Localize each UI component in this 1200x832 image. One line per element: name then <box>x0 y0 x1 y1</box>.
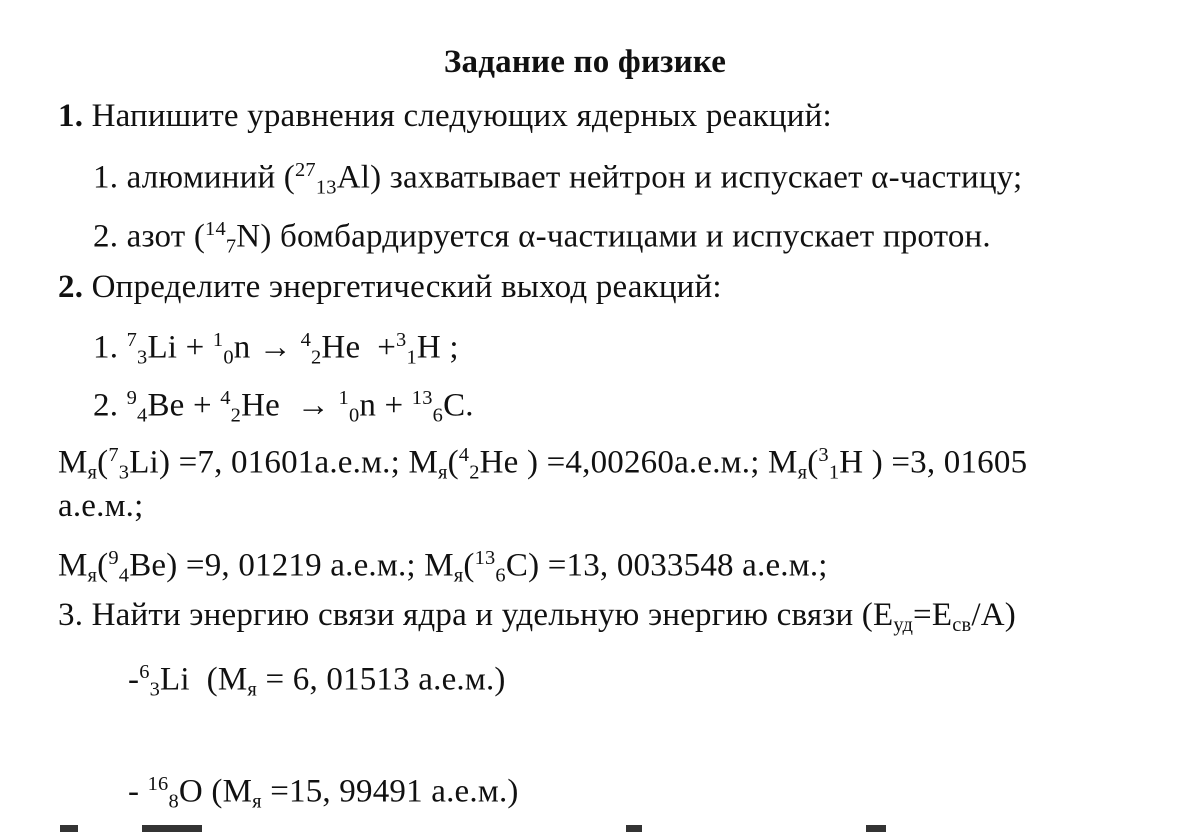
task-1-item-2: 2. азот ($^{14}$7N) бомбардируется α-частицами и испускает протон. <box>93 209 991 266</box>
arrow-icon: → <box>258 329 293 366</box>
nuclide: $^{27}$13Al <box>295 159 371 199</box>
nuclide: $^7$3Li <box>126 329 178 369</box>
nuclide: $^6$3Li <box>139 661 190 701</box>
task-1-heading <box>58 96 832 136</box>
nuclide: $^1$0n <box>212 329 251 369</box>
nuclide: $^9$4Be <box>126 387 185 427</box>
arrow-icon: → <box>296 387 331 424</box>
reaction-2: 2. $^9$4Be + $^4$2He → $^1$0n + $^{13}$6C. <box>93 378 474 435</box>
task-2-heading <box>58 267 722 307</box>
task-1-item-1: 1. алюминий ($^{27}$13Al) захватывает нейтрон и испускает α-частицу; <box>93 150 1022 207</box>
task-1-number: 1. <box>58 98 84 134</box>
nuclide: $^4$2He <box>220 387 280 427</box>
nuclide: $^{16}$8O <box>147 773 203 813</box>
task-3-item-2: - $^{16}$8O (Mя =15, 99491 а.е.м.) <box>128 764 519 821</box>
masses-line-2: Mя($^9$4Be) =9, 01219 а.е.м.; Mя($^{13}$6C) =13, 0033548 а.е.м.; <box>58 538 828 595</box>
masses-line-1: Mя($^7$3Li) =7, 01601а.е.м.; Mя($^4$2He ) =4,00260а.е.м.; Mя($^3$1H ) =3, 01605 <box>58 435 1027 492</box>
nuclide: $^3$1H <box>396 329 441 369</box>
nuclide: $^{13}$6C <box>474 547 529 587</box>
page-title: Задание по физике <box>443 44 727 80</box>
nuclide: $^1$0n <box>338 387 377 427</box>
task-2-number: 2. <box>58 269 84 305</box>
nuclide: $^4$2He <box>458 444 519 484</box>
cutoff-text-line <box>60 822 1160 832</box>
task-3-heading: 3. Найти энергию связи ядра и удельную энергию связи (Eуд=Eсв/A) <box>58 597 1016 637</box>
nuclide: $^{13}$6C <box>411 387 466 427</box>
masses-line-1-wrap: а.е.м.; <box>58 488 144 524</box>
nuclide: $^4$2He <box>300 329 361 369</box>
nuclide: $^{14}$7N <box>205 218 261 258</box>
reaction-1: 1. $^7$3Li + $^1$0n → $^4$2He +$^3$1H ; <box>93 320 459 377</box>
task-3-item-1: -$^6$3Li (Mя = 6, 01513 а.е.м.) <box>128 652 506 709</box>
nuclide: $^7$3Li <box>108 444 159 484</box>
nuclide: $^9$4Be <box>108 547 167 587</box>
task-2-text: Определите энергетический выход реакций: <box>91 269 722 305</box>
task-1-text: Напишите уравнения следующих ядерных реакций: <box>91 98 832 134</box>
nuclide: $^3$1H <box>818 444 864 484</box>
